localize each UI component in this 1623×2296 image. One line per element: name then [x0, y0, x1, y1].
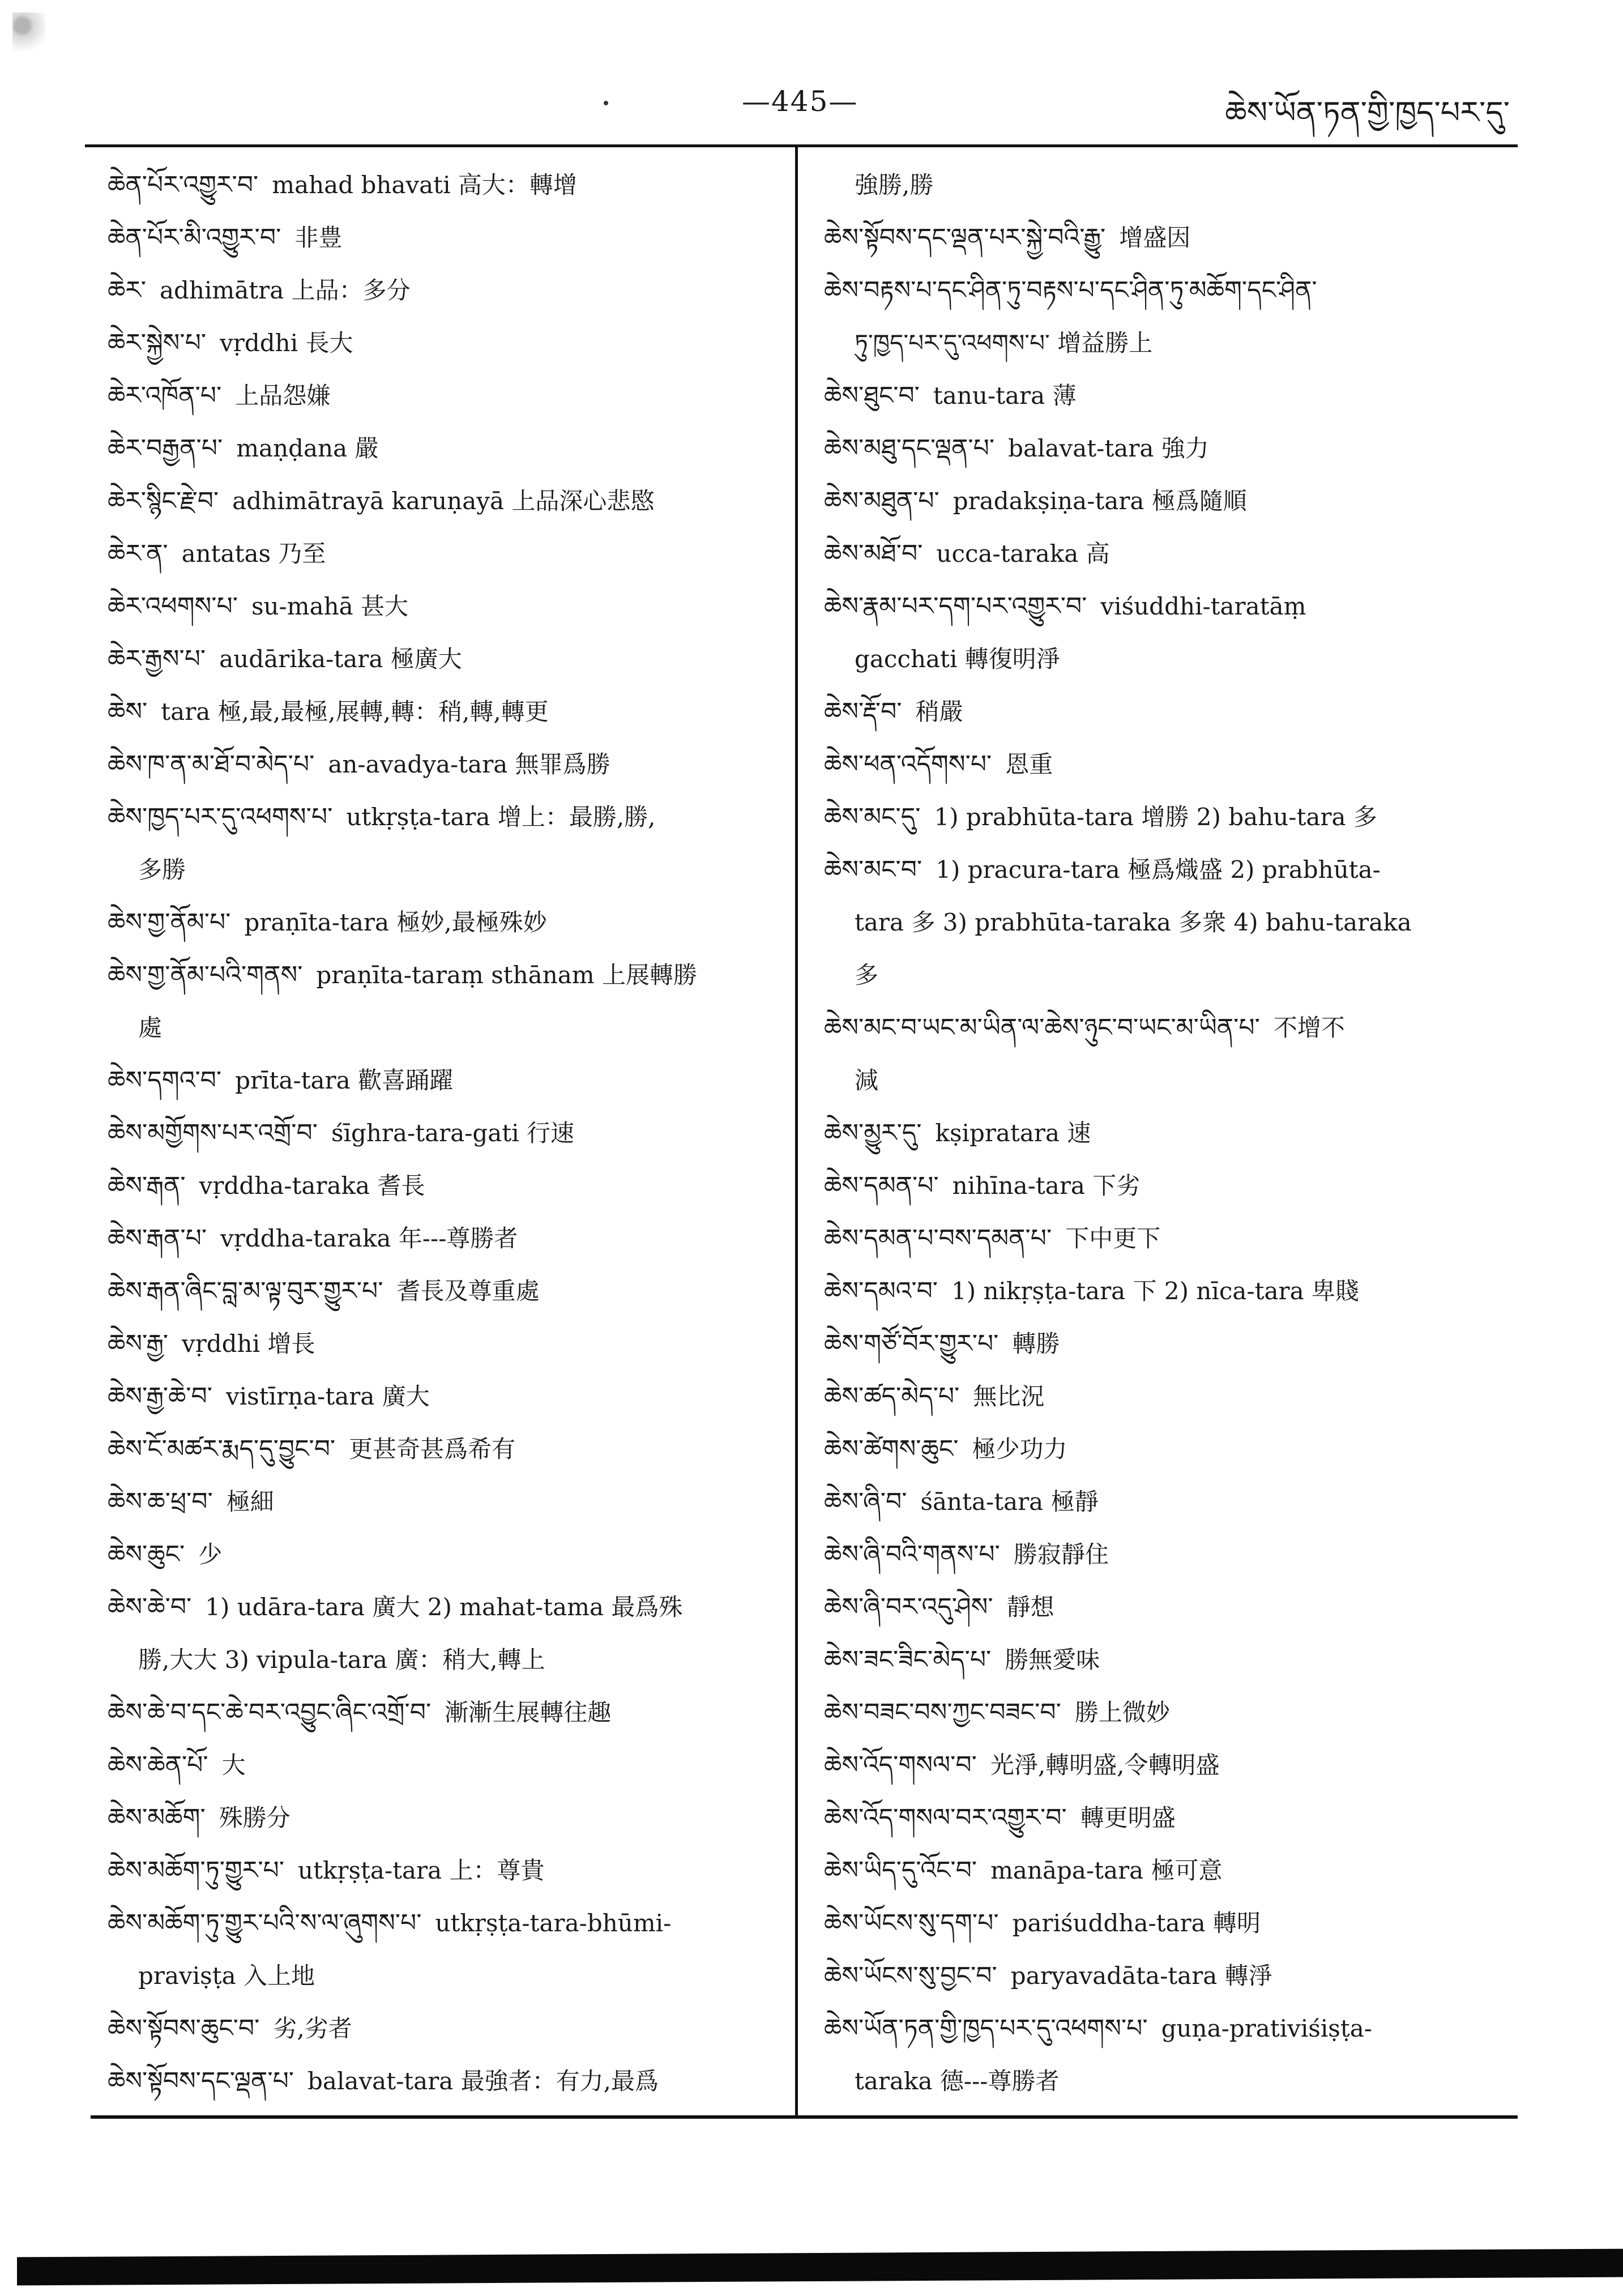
entry-continuation: praviṣṭa 入上地 [138, 1962, 315, 1990]
dictionary-entry [824, 791, 1504, 843]
tibetan-headword: ཆེས་གྱ་ནོམ་པའི་གནས་ [108, 961, 303, 989]
tibetan-headword: ཆེས་ཡིད་དུ་འོང་བ་ [824, 1856, 977, 1885]
tibetan-headword: ཆེར་འཁོན་པ་ [108, 381, 222, 410]
tibetan-headword: ཆེས་ཆེ་བ་དང་ཆེ་བར་འབྱུང་ཞིང་འགྲོ་བ་ [108, 1698, 432, 1727]
dictionary-entry [108, 422, 781, 475]
dictionary-entry [824, 1317, 1504, 1370]
entry-gloss: 極少功力 [972, 1435, 1067, 1463]
scan-edge-band [17, 2249, 1623, 2286]
dictionary-entry [824, 1949, 1504, 2002]
dictionary-entry [108, 1370, 781, 1423]
dictionary-entry [108, 1686, 781, 1739]
dictionary-entry [108, 527, 781, 580]
dictionary-entry [108, 369, 781, 422]
entry-gloss: utkṛṣṭa-tara 上：尊貴 [298, 1857, 545, 1884]
tibetan-headword: ཆེས་ཆེན་པོ་ [108, 1751, 208, 1779]
dictionary-entry [824, 1159, 1504, 1212]
entry-gloss: 1) nikṛṣṭa-tara 下 2) nīca-tara 卑賤 [951, 1277, 1359, 1305]
dictionary-entry [824, 211, 1504, 264]
tibetan-headword: ཆེས་མཐོ་བ་ [824, 539, 923, 568]
dictionary-entry [108, 1528, 781, 1581]
tibetan-headword: ཆེས་མཐུན་པ་ [824, 486, 939, 515]
entry-gloss: an-avadya-tara 無罪爲勝 [328, 750, 610, 778]
tibetan-headword: ཆེར་སྐྱེས་པ་ [108, 328, 207, 357]
entry-gloss: pariśuddha-tara 轉明 [1012, 1909, 1261, 1937]
entry-continuation: taraka 德---尊勝者 [855, 2067, 1060, 2095]
entry-continuation: 減 [855, 1066, 879, 1094]
tibetan-headword: ཆེས་ [108, 697, 148, 726]
entry-gloss: antatas 乃至 [181, 540, 326, 567]
tibetan-headword: ཆེས་དམན་པ་བས་དམན་པ་ [824, 1224, 1052, 1253]
entry-gloss: utkṛṣṭa-tara-bhūmi- [435, 1909, 672, 1937]
tibetan-headword: ཆེས་ཕན་འདོགས་པ་ [824, 750, 992, 779]
dictionary-entry [108, 2055, 781, 2107]
entry-gloss: ucca-taraka 高 [936, 540, 1110, 567]
dictionary-entry [824, 843, 1504, 896]
dictionary-entry [824, 1423, 1504, 1475]
left-column [108, 159, 781, 2107]
dictionary-entry [824, 685, 1504, 738]
entry-gloss: pradakṣiṇa-tara 極爲隨順 [953, 487, 1247, 515]
entry-gloss: balavat-tara 最強者：有力,最爲 [307, 2067, 659, 2095]
dictionary-entry [108, 791, 781, 843]
dictionary-entry [824, 1581, 1504, 1633]
dictionary-entry [824, 475, 1504, 527]
dictionary-entry [824, 369, 1504, 422]
tibetan-headword: ཆེན་པོར་མི་འགྱུར་བ་ [108, 223, 281, 252]
entry-continuation: 多勝 [138, 856, 186, 884]
entry-gloss: tanu-tara 薄 [933, 382, 1077, 409]
tibetan-headword: ཆེས་སྟོབས་ཆུང་བ་ [108, 2014, 260, 2043]
dictionary-entry [108, 1475, 781, 1528]
dictionary-entry [108, 1897, 781, 1949]
entry-gloss: guṇa-prativiśiṣṭa- [1161, 2015, 1372, 2042]
entry-gloss: 極細 [226, 1488, 274, 1516]
entry-continuation: ཏུ་ཁྱད་པར་དུ་འཕགས་པ་ 增益勝上 [855, 329, 1153, 357]
dictionary-entry [824, 1107, 1504, 1159]
dictionary-entry [108, 1791, 781, 1844]
tibetan-headword: ཆེས་ཡོན་ཏན་གྱི་ཁྱད་པར་དུ་འཕགས་པ་ [824, 2014, 1148, 2043]
entry-gloss: 增盛因 [1119, 224, 1191, 251]
entry-gloss: 勝上微妙 [1074, 1698, 1170, 1726]
entry-gloss: mahad bhavati 高大：轉增 [272, 171, 577, 199]
tibetan-headword: ཆེན་པོར་འགྱུར་བ་ [108, 170, 259, 199]
dictionary-entry [108, 1317, 781, 1370]
right-column [824, 159, 1504, 2107]
tibetan-headword: ཆེས་སྟོབས་དང་ལྡན་པ་ [108, 2067, 294, 2096]
entry-gloss: 大 [221, 1751, 246, 1779]
dictionary-entry [108, 580, 781, 633]
dictionary-entry [824, 738, 1504, 791]
entry-continuation: 多 [855, 961, 879, 989]
entry-gloss: 耆長及尊重處 [396, 1277, 540, 1305]
dictionary-entry [824, 1212, 1504, 1265]
tibetan-headword: ཆེས་ཆ་ཕྲ་བ་ [108, 1487, 213, 1516]
tibetan-headword: ཆེས་མཆོག་ཏུ་གྱུར་པ་ [108, 1856, 285, 1885]
entry-gloss: 勝寂靜住 [1013, 1540, 1109, 1568]
entry-gloss: śānta-tara 極靜 [920, 1488, 1099, 1516]
dictionary-entry [824, 527, 1504, 580]
dictionary-entry [108, 633, 781, 685]
entry-gloss: praṇīta-tara 極妙,最極殊妙 [244, 908, 547, 936]
dictionary-entry [824, 264, 1504, 317]
dictionary-entry [824, 1791, 1504, 1844]
tibetan-headword: ཆེས་ཆེ་བ་ [108, 1593, 192, 1621]
entry-gloss: praṇīta-taraṃ sthānam 上展轉勝 [316, 961, 697, 989]
tibetan-headword: ཆེས་ཚད་མེད་པ་ [824, 1382, 960, 1411]
entry-gloss: 無比況 [973, 1382, 1045, 1410]
entry-gloss: vṛddhi 長大 [220, 329, 353, 357]
tibetan-headword: ཆེར་བརྒྱན་པ་ [108, 434, 223, 463]
dictionary-entry [108, 475, 781, 527]
entry-gloss: manāpa-tara 極可意 [990, 1857, 1223, 1884]
running-head: ཆེས་ཡོན་ཏན་གྱི་ཁྱད་པར་དུ་ [1225, 95, 1510, 130]
tibetan-headword: ཆེས་འོད་གསལ་བ་ [824, 1751, 977, 1779]
entry-gloss: 光淨,轉明盛,令轉明盛 [990, 1751, 1220, 1779]
entry-gloss: adhimātra 上品：多分 [159, 276, 411, 304]
dictionary-entry [824, 1686, 1504, 1739]
tibetan-headword: ཆེས་རྒྱ་ཆེ་བ་ [108, 1382, 212, 1411]
tibetan-headword: ཆེས་མྱུར་དུ་ [824, 1119, 922, 1147]
tibetan-headword: ཆེས་སྟོབས་དང་ལྡན་པར་སྐྱེ་བའི་རྒྱུ་ [824, 223, 1106, 252]
tibetan-headword: ཆེས་གྱ་ནོམ་པ་ [108, 908, 231, 937]
tibetan-headword: ཆེས་ཟང་ཟིང་མེད་པ་ [824, 1645, 992, 1674]
dictionary-entry [108, 896, 781, 949]
tibetan-headword: ཆེས་རྡོ་བ་ [824, 697, 902, 726]
entry-gloss: tara 極,最,最極,展轉,轉：稍,轉,轉更 [161, 698, 549, 725]
tibetan-headword: ཆེས་ཁྱད་པར་དུ་འཕགས་པ་ [108, 803, 333, 831]
tibetan-headword: ཆེས་ཚེགས་ཆུང་ [824, 1435, 959, 1463]
entry-gloss: 1) pracura-tara 極爲熾盛 2) prabhūta- [936, 856, 1381, 884]
tibetan-headword: ཆེས་གཙོ་བོར་གྱུར་པ་ [824, 1329, 999, 1358]
tibetan-headword: ཆེས་རྣམ་པར་དག་པར་འགྱུར་བ་ [824, 592, 1087, 621]
entry-gloss: balavat-tara 強力 [1008, 434, 1209, 462]
entry-continuation: gacchati 轉復明淨 [855, 645, 1060, 673]
dictionary-entry [824, 1370, 1504, 1423]
tibetan-headword: ཆེས་མང་དུ་ [824, 803, 921, 831]
dictionary-entry [108, 159, 781, 211]
dictionary-entry [108, 1423, 781, 1475]
dictionary-entry [108, 1581, 781, 1633]
dictionary-entry [824, 1844, 1504, 1897]
tibetan-headword: ཆེས་དམའ་བ་ [824, 1277, 938, 1305]
tibetan-headword: ཆེས་ཞི་བ་ [824, 1487, 907, 1516]
tibetan-headword: ཆེས་དམན་པ་ [824, 1171, 939, 1200]
tibetan-headword: ཆེས་མང་བ་ཡང་མ་ཡིན་ལ་ཆེས་ཉུང་བ་ཡང་མ་ཡིན་པ་ [824, 1013, 1260, 1042]
tibetan-headword: ཆེས་མང་བ་ [824, 855, 922, 884]
dictionary-entry [824, 422, 1504, 475]
tibetan-headword: ཆེས་བཟང་བས་ཀྱང་བཟང་བ་ [824, 1698, 1061, 1727]
entry-gloss: maṇḍana 嚴 [236, 434, 379, 462]
tibetan-headword: ཆེས་མཐུ་དང་ལྡན་པ་ [824, 434, 995, 463]
tibetan-headword: ཆེས་འོད་གསལ་བར་འགྱུར་བ་ [824, 1803, 1067, 1832]
dictionary-entry [108, 738, 781, 791]
tibetan-headword: ཆེས་ངོ་མཚར་རྨད་དུ་བྱུང་བ་ [108, 1435, 336, 1463]
tibetan-headword: ཆེས་མགྱོགས་པར་འགྲོ་བ་ [108, 1119, 318, 1147]
entry-gloss: 轉更明盛 [1080, 1804, 1176, 1832]
dictionary-entry [824, 1528, 1504, 1581]
dictionary-entry [824, 1633, 1504, 1686]
entry-gloss: 更甚奇甚爲希有 [349, 1435, 516, 1463]
tibetan-headword: ཆེས་ཞི་བར་འདུ་ཤེས་ [824, 1593, 993, 1621]
dictionary-entry [108, 317, 781, 369]
bottom-rule [91, 2115, 1518, 2119]
tibetan-headword: ཆེས་ཞི་བའི་གནས་པ་ [824, 1540, 1000, 1569]
tibetan-headword: ཆེས་ཆུང་ [108, 1540, 185, 1569]
dictionary-entry [108, 1107, 781, 1159]
dictionary-entry [824, 1897, 1504, 1949]
tibetan-headword: ཆེར་ན་ [108, 539, 168, 568]
tibetan-headword: ཆེས་ཐུང་བ་ [824, 381, 920, 410]
page-number: —445— [742, 85, 859, 118]
dictionary-entry [108, 1844, 781, 1897]
dictionary-entry [108, 211, 781, 264]
tibetan-headword: ཆེས་བརྟས་པ་དང་ཤིན་ཏུ་བརྟས་པ་དང་ཤིན་ཏུ་མཆོག་དང་ཤིན་ [824, 276, 1317, 305]
entry-gloss: 下中更下 [1065, 1224, 1161, 1252]
dictionary-entry [824, 580, 1504, 633]
tibetan-headword: ཆེས་མཆོག་ཏུ་གྱུར་པའི་ས་ལ་ཞུགས་པ་ [108, 1909, 422, 1937]
entry-gloss: 不增不 [1273, 1014, 1345, 1042]
top-rule [85, 144, 1518, 147]
tibetan-headword: ཆེར་རྒྱས་པ་ [108, 645, 206, 673]
entry-gloss: 勝無愛味 [1005, 1646, 1100, 1674]
entry-gloss: vṛddha-taraka 耆長 [199, 1172, 425, 1200]
entry-gloss: su-mahā 甚大 [251, 592, 409, 620]
dictionary-entry [824, 1739, 1504, 1791]
entry-gloss: vistīrṇa-tara 廣大 [225, 1382, 430, 1410]
entry-gloss: 上品怨嫌 [235, 382, 331, 409]
entry-gloss: adhimātrayā karuṇayā 上品深心悲愍 [232, 487, 655, 515]
tibetan-headword: ཆེས་དགའ་བ་ [108, 1066, 222, 1095]
entry-gloss: vṛddhi 增長 [181, 1330, 315, 1358]
entry-gloss: 恩重 [1005, 750, 1053, 778]
entry-continuation: tara 多 3) prabhūta-taraka 多衆 4) bahu-taraka [855, 908, 1412, 936]
entry-gloss: 轉勝 [1012, 1330, 1060, 1358]
entry-gloss: vṛddha-taraka 年---尊勝者 [220, 1224, 518, 1252]
tibetan-headword: ཆེས་ཡོངས་སུ་དག་པ་ [824, 1909, 999, 1937]
entry-continuation: 強勝,勝 [855, 171, 934, 199]
tibetan-headword: ཆེར་སྙིང་རྗེ་བ་ [108, 486, 219, 515]
entry-continuation: 勝,大大 3) vipula-tara 廣：稍大,轉上 [138, 1646, 545, 1674]
dictionary-entry [824, 1001, 1504, 1054]
tibetan-headword: ཆེས་ཁ་ན་མ་ཐོ་བ་མེད་པ་ [108, 750, 315, 779]
dictionary-entry [824, 2002, 1504, 2055]
page-header [0, 0, 1623, 136]
tibetan-headword: ཆེར་འཕགས་པ་ [108, 592, 238, 621]
dictionary-entry [108, 685, 781, 738]
entry-gloss: 1) prabhūta-tara 增勝 2) bahu-tara 多 [934, 803, 1377, 831]
column-divider [795, 146, 798, 2117]
entry-gloss: 劣,劣者 [273, 2015, 352, 2042]
entry-gloss: 1) udāra-tara 廣大 2) mahat-tama 最爲殊 [205, 1593, 683, 1621]
dictionary-entry [108, 1739, 781, 1791]
tibetan-headword: ཆེས་ཡོངས་སུ་བྱང་བ་ [824, 1961, 997, 1990]
header-dot [604, 101, 608, 105]
tibetan-headword: ཆེས་རྒན་ [108, 1171, 186, 1200]
entry-gloss: viśuddhi-taratāṃ [1100, 592, 1306, 620]
dictionary-entry [108, 1265, 781, 1317]
dictionary-entry [824, 1265, 1504, 1317]
dictionary-entry [108, 1054, 781, 1107]
entry-gloss: kṣipratara 速 [935, 1119, 1091, 1147]
entry-continuation: 處 [138, 1014, 163, 1042]
dictionary-entry [108, 1212, 781, 1265]
tibetan-headword: ཆེས་མཆོག་ [108, 1803, 206, 1832]
entry-gloss: 殊勝分 [219, 1804, 291, 1832]
tibetan-headword: ཆེས་རྒན་པ་ [108, 1224, 207, 1253]
entry-gloss: prīta-tara 歡喜踊躍 [235, 1066, 454, 1094]
entry-gloss: 少 [198, 1540, 223, 1568]
tibetan-headword: ཆེས་རྒན་ཞིང་བླ་མ་ལྟ་བུར་གྱུར་པ་ [108, 1277, 383, 1305]
entry-gloss: 靜想 [1006, 1593, 1054, 1621]
tibetan-headword: ཆེར་ [108, 276, 146, 305]
tibetan-headword: ཆེས་རྒྱ་ [108, 1329, 168, 1358]
entry-gloss: 非豊 [294, 224, 343, 251]
dictionary-entry [108, 264, 781, 317]
dictionary-entry [108, 2002, 781, 2055]
dictionary-entry [824, 1475, 1504, 1528]
entry-gloss: śīghra-tara-gati 行速 [331, 1119, 575, 1147]
dictionary-entry [108, 949, 781, 1001]
entry-gloss: nihīna-tara 下劣 [952, 1172, 1141, 1200]
entry-gloss: 漸漸生展轉往趣 [445, 1698, 612, 1726]
entry-gloss: audārika-tara 極廣大 [219, 645, 462, 673]
dictionary-entry [108, 1159, 781, 1212]
entry-gloss: 稍嚴 [915, 698, 963, 725]
entry-gloss: paryavadāta-tara 轉淨 [1010, 1962, 1272, 1990]
entry-gloss: utkṛṣṭa-tara 增上：最勝,勝, [346, 803, 656, 831]
